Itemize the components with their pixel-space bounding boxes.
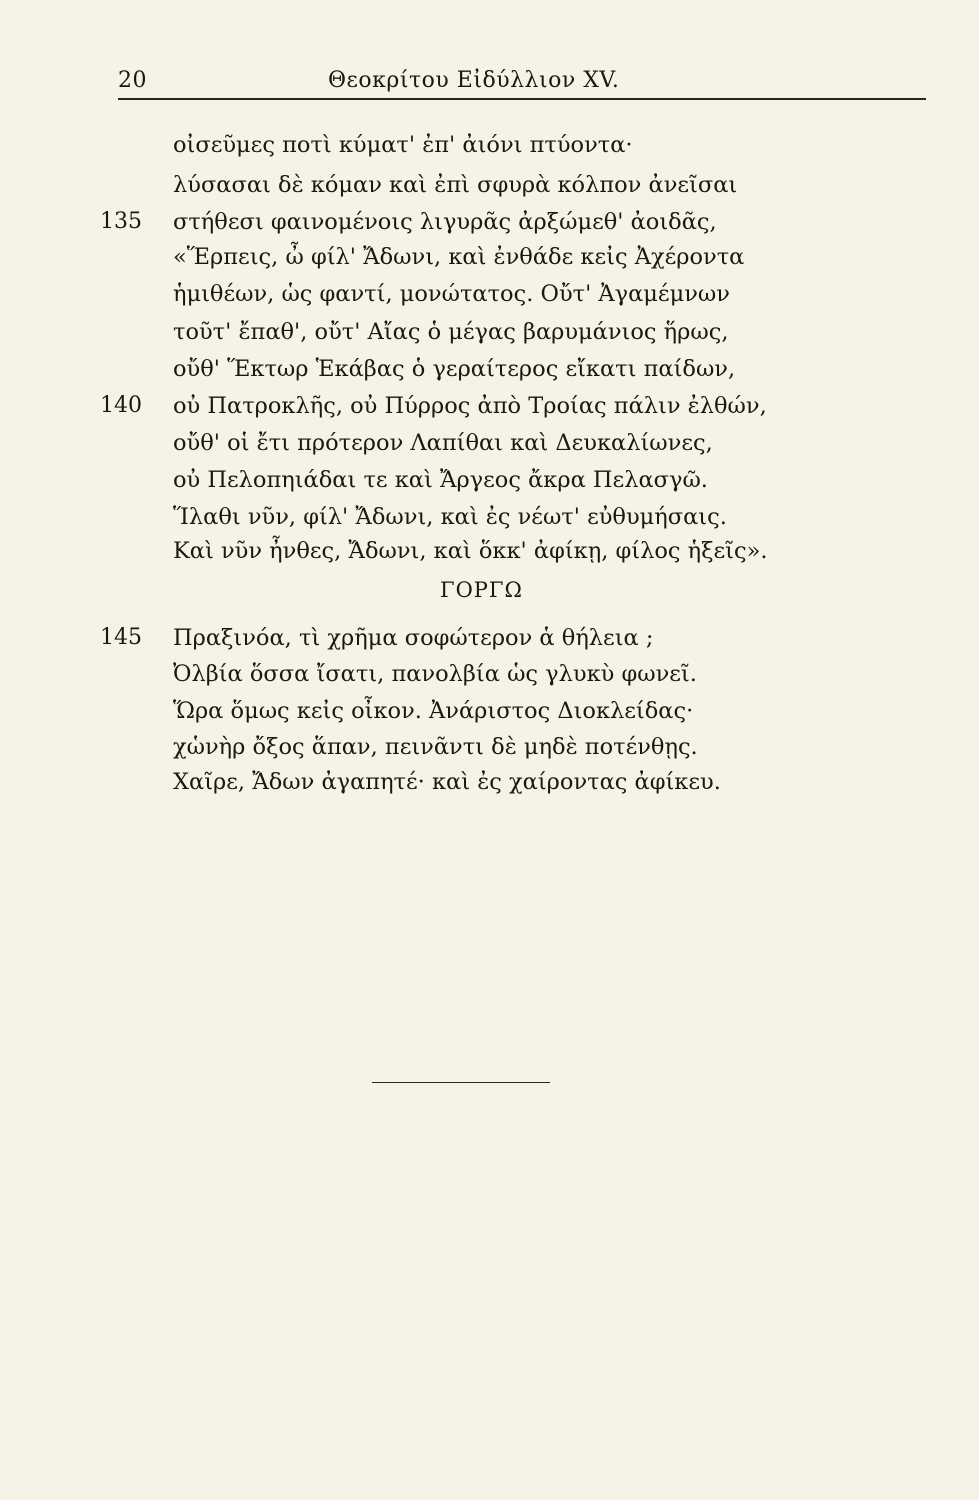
line-number: 135 [100,209,142,234]
verse-line: Καὶ νῦν ἦνθες, Ἄδωνι, καὶ ὅκκ' ἀφίκῃ, φίλος ἡξεῖς». [173,538,768,564]
line-number: 145 [100,625,142,650]
verse-line: Ὀλβία ὅσσα ἴσατι, πανολβία ὡς γλυκὺ φωνεῖ. [173,661,697,687]
closing-rule [372,1082,550,1083]
verse-line: στήθεσι φαινομένοις λιγυρᾶς ἀρξώμεθ' ἀοιδᾶς, [173,209,717,235]
line-number: 140 [100,393,142,418]
header-rule [118,98,926,100]
verse-line: «Ἕρπεις, ὦ φίλ' Ἄδωνι, καὶ ἐνθάδε κεἰς Ἀχέροντα [173,244,745,270]
verse-line: τοῦτ' ἔπαθ', οὔτ' Αἴας ὁ μέγας βαρυμάνιος ἥρως, [173,319,729,345]
running-title: Θεοκρίτου Εἰδύλλιον XV. [328,68,620,93]
speaker-heading: ΓΟΡΓΩ [440,578,523,602]
verse-line: λύσασαι δὲ κόμαν καὶ ἐπὶ σφυρὰ κόλπον ἀνεῖσαι [173,172,738,198]
verse-line: οὐ Πελοπηιάδαι τε καὶ Ἄργεος ἄκρα Πελασγῶ. [173,467,708,493]
verse-line: οἰσεῦμες ποτὶ κύματ' ἐπ' ἀιόνι πτύοντα· [173,132,633,158]
verse-line: Πραξινόα, τὶ χρῆμα σοφώτερον ἁ θήλεια ; [173,625,654,651]
verse-line: Ὥρα ὅμως κεἰς οἶκον. Ἀνάριστος Διοκλείδας· [173,698,694,724]
page-number: 20 [118,68,147,93]
page-header [118,64,918,100]
verse-line: Ἵλαθι νῦν, φίλ' Ἄδωνι, καὶ ἐς νέωτ' εὐθυμήσαις. [173,504,727,530]
verse-line: οὔθ' Ἕκτωρ Ἑκάβας ὁ γεραίτερος εἴκατι παίδων, [173,356,736,382]
verse-line: χὡνὴρ ὄξος ἅπαν, πεινᾶντι δὲ μηδὲ ποτένθῃς. [173,734,698,760]
verse-line: οὐ Πατροκλῆς, οὐ Πύρρος ἀπὸ Τροίας πάλιν ἐλθών, [173,393,767,419]
verse-line: Χαῖρε, Ἄδων ἀγαπητέ· καὶ ἐς χαίροντας ἀφίκευ. [173,769,721,795]
verse-line: οὔθ' οἱ ἔτι πρότερον Λαπίθαι καὶ Δευκαλίωνες, [173,430,713,456]
verse-line: ἡμιθέων, ὡς φαντί, μονώτατος. Οὔτ' Ἀγαμέμνων [173,281,730,307]
